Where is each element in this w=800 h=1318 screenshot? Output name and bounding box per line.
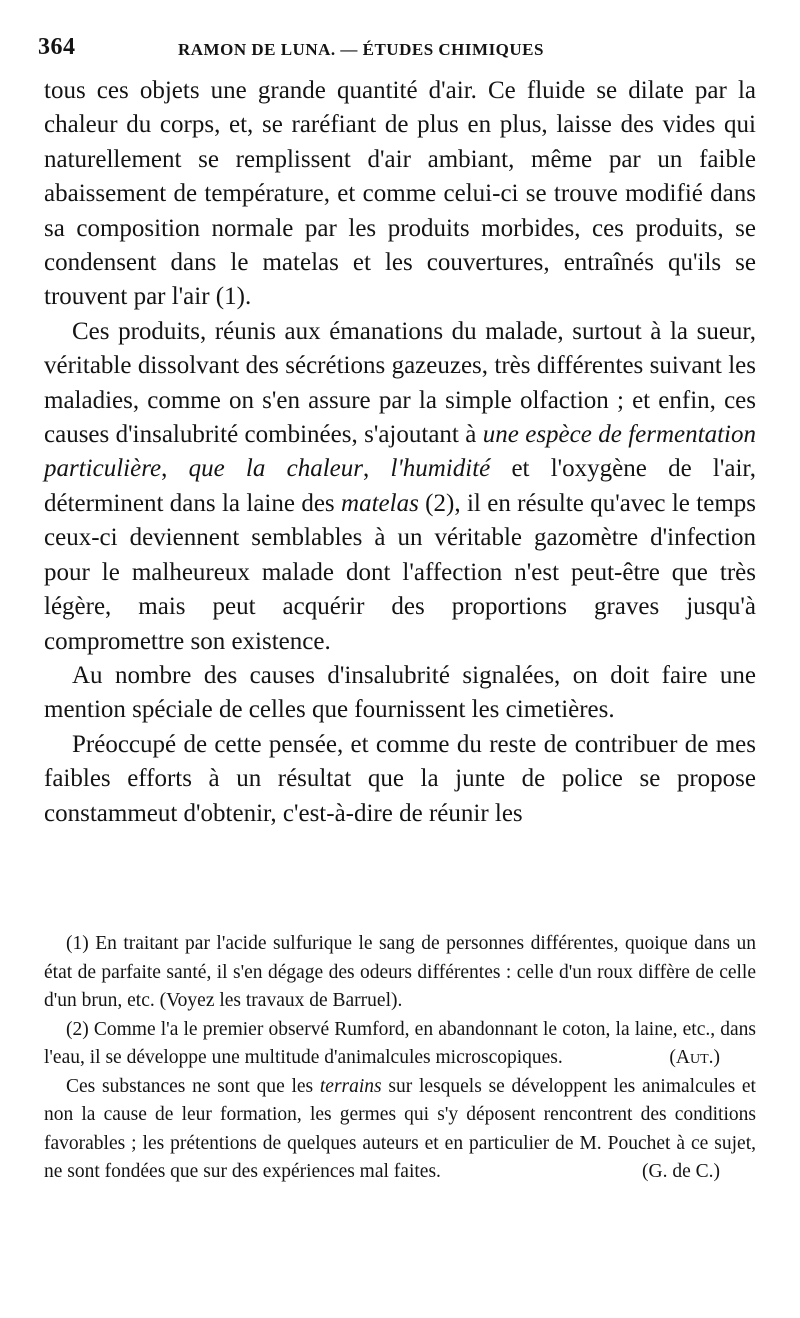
paragraph-2: [44, 315, 756, 659]
footnote-3-text-a: Ces substances ne sont que les: [66, 1075, 320, 1097]
footnote-2-signature: (Aut.): [669, 1047, 720, 1068]
main-text: [44, 74, 756, 831]
paragraph-1: tous ces objets une grande quantité d'air. Ce fluide se dilate par la chaleur du corps, et, se raréfiant de plus en plus, laisse des vides qui naturellement se remplissent d'air ambiant, même par un faible abaissement de température, et comme celui-ci se trouve modifié dans sa composition normale par les produits morbides, ces produits, se condensent dans le matelas et les couvertures, entraînés qu'ils se trouvent par l'air (1).: [44, 77, 756, 311]
footnote-1: (1) En traitant par l'acide sulfurique le sang de personnes différentes, quoique dans un état de parfaite santé, il s'en dégage des odeurs différentes : celle d'un roux diffère de celle d'un brun, etc. (Voyez les travaux de Barruel).: [44, 933, 756, 1011]
paragraph-3: Au nombre des causes d'insalubrité signalées, on doit faire une mention spéciale de celles que fournissent les cimetières.: [44, 661, 756, 724]
footnote-3-italic: terrains: [319, 1075, 382, 1097]
paragraph-2-text-c: ,: [362, 455, 391, 483]
paragraph-4: Préoccupé de cette pensée, et comme du reste de contribuer de mes faibles efforts à un résultat que la junte de police se propose constammeut d'obtenir, c'est-à-dire de réunir les: [44, 730, 756, 827]
footnotes: [44, 930, 756, 1187]
paragraph-2-text-d: et l'oxygène de l'air, déterminent dans la laine des: [44, 455, 756, 517]
paragraph-2-text-e: (2), il en résulte qu'avec le temps ceux-ci deviennent semblables à un véritable gazomètre d'infection pour le malheureux malade dont l'affection n'est peut-être que très légère, mais peut acquérir des proportions graves jusqu'à compromettre son existence.: [44, 489, 756, 655]
footnote-3-text-b: sur lesquels se développent les animalcules et non la cause de leur formation, les germes qui s'y déposent rencontrent des conditions favorables ; les prétentions de quelques auteurs et en particulier de M. Pouchet à ce sujet, ne sont fondées que sur des expériences mal faites.: [44, 1075, 756, 1182]
paragraph-2-text-b: ,: [161, 455, 189, 483]
footnote-2: [44, 1016, 756, 1073]
running-title: RAMON DE LUNA. — ÉTUDES CHIMIQUES: [178, 40, 544, 59]
paragraph-2-italic-3: l'humidité: [390, 455, 491, 483]
page-number: 364: [38, 34, 76, 60]
paragraph-2-italic-2: que la chaleur: [188, 455, 363, 483]
page-header: [38, 32, 638, 66]
footnote-3-signature: (G. de C.): [642, 1161, 720, 1182]
footnote-2-text: (2) Comme l'a le premier observé Rumford, en abandonnant le coton, la laine, etc., dans l'eau, il se développe une multitude d'animalcules microscopiques.: [44, 1018, 756, 1068]
paragraph-2-text-a: Ces produits, réunis aux émanations du malade, surtout à la sueur, véritable dissolvant des sécrétions gazeuzes, très différentes suivant les maladies, comme on s'en assure par la simple olfaction ; et enfin, ces causes d'insalubrité combinées, s'ajoutant à: [44, 317, 756, 449]
paragraph-2-italic-4: matelas: [341, 489, 419, 517]
paragraph-2-italic-1: une espèce de fermentation particulière: [44, 421, 756, 483]
footnote-3: [44, 1073, 756, 1187]
